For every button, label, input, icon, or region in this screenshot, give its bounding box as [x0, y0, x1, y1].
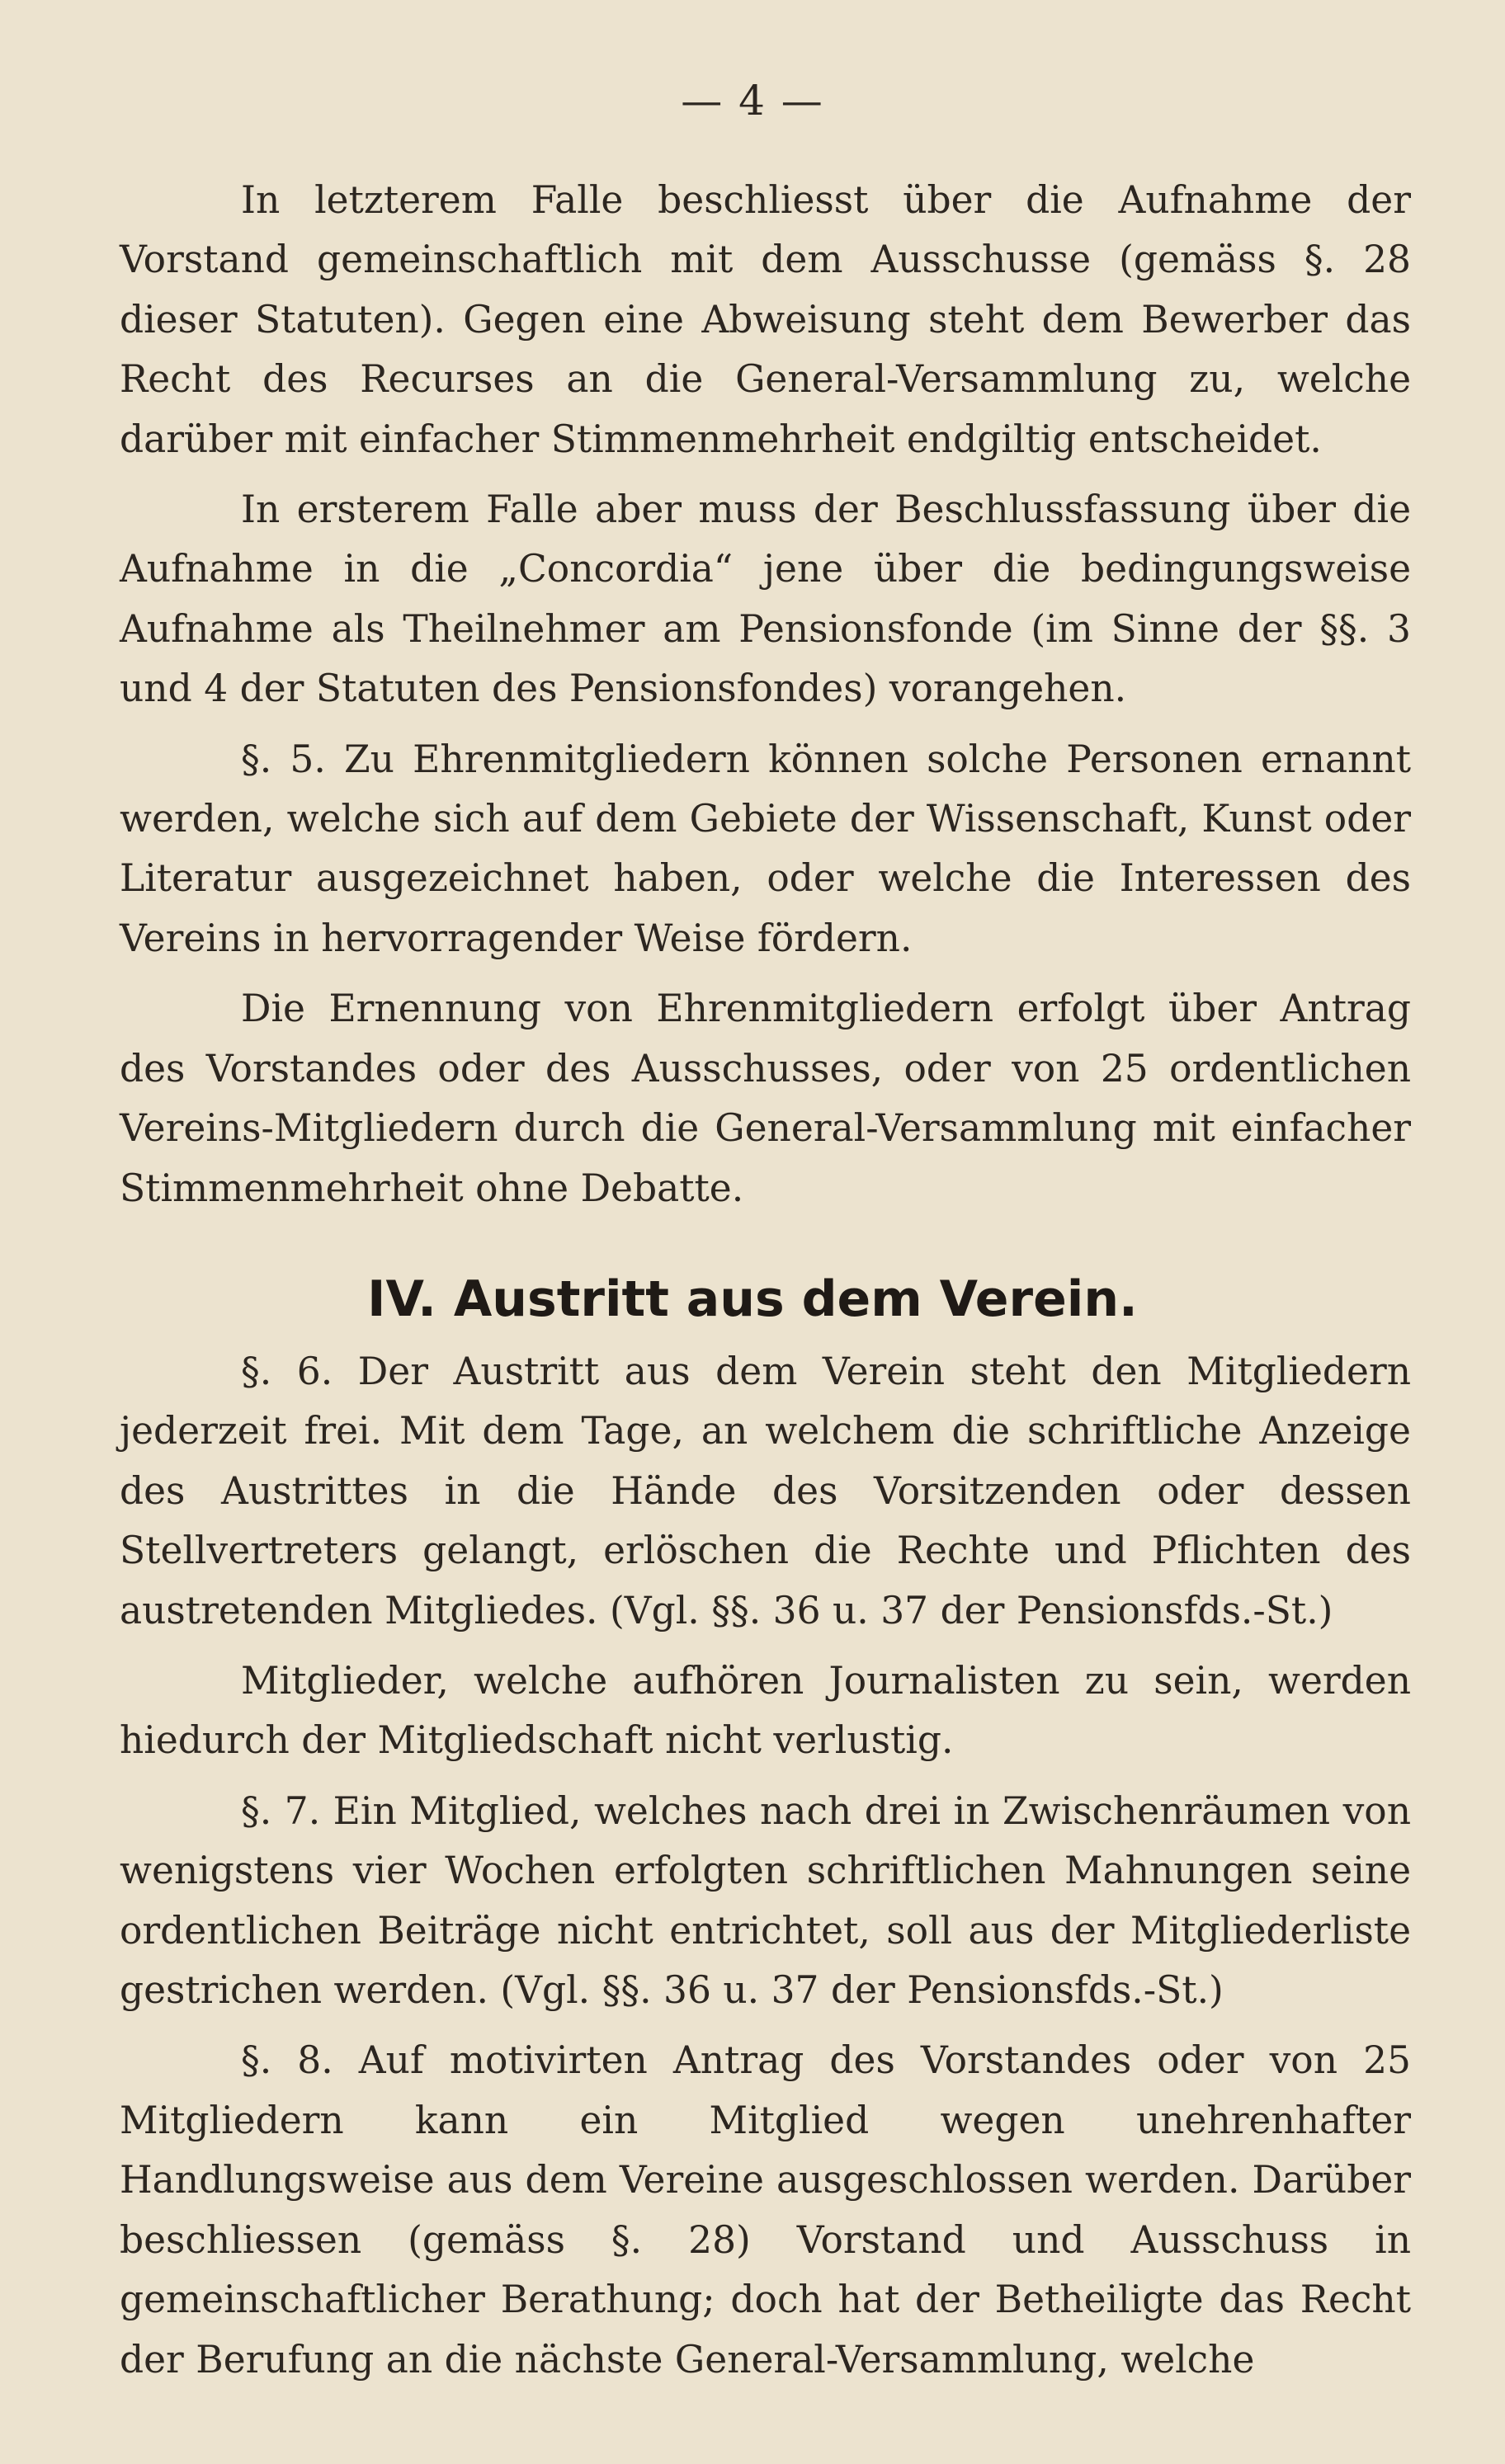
- paragraph: §. 6. Der Austritt aus dem Verein steht den Mitgliedern jederzeit frei. Mit dem Tage, an welchem die schriftliche Anzeige des Austrittes in die Hände des Vorsitzenden oder dessen Stellvertreters gelangt, erlöschen die Rechte und Pflichten des austretenden Mitgliedes. (Vgl. §§. 36 u. 37 der Pensionsfds.-St.): [120, 1350, 1411, 1632]
- page-number: — 4 —: [681, 77, 824, 125]
- section-heading: IV. Austritt aus dem Verein.: [367, 1270, 1138, 1328]
- text-block-after-heading: [120, 1342, 1411, 2390]
- paragraph: §. 7. Ein Mitglied, welches nach drei in Zwischenräumen von wenigstens vier Wochen erfolgten schriftlichen Mahnungen seine ordentlichen Beiträge nicht entrichtet, soll aus der Mitgliederliste gestrichen werden. (Vgl. §§. 36 u. 37 der Pensionsfds.-St.): [120, 1788, 1411, 2013]
- paragraph: §. 5. Zu Ehrenmitgliedern können solche Personen ernannt werden, welche sich auf dem Gebiete der Wissenschaft, Kunst oder Literatur ausgezeichnet haben, oder welche die Interessen des Vereins in hervorragender Weise fördern.: [120, 737, 1411, 960]
- paragraph: Die Ernennung von Ehrenmitgliedern erfolgt über Antrag des Vorstandes oder des Ausschusses, oder von 25 ordentlichen Vereins-Mitgliedern durch die General-Versammlung mit einfacher Stimmenmehrheit ohne Debatte.: [120, 987, 1411, 1210]
- paragraph: Mitglieder, welche aufhören Journalisten zu sein, werden hiedurch der Mitgliedschaft nicht verlustig.: [120, 1659, 1411, 1763]
- paragraph: In letzterem Falle beschliesst über die Aufnahme der Vorstand gemeinschaftlich mit dem Ausschusse (gemäss §. 28 dieser Statuten). Gegen eine Abweisung steht dem Bewerber das Recht des Recurses an die General-Versammlung zu, welche darüber mit einfacher Stimmenmehrheit endgiltig entscheidet.: [120, 178, 1411, 461]
- text-block-before-heading: [120, 171, 1411, 1218]
- paragraph: In ersterem Falle aber muss der Beschlussfassung über die Aufnahme in die „Concordia“ jene über die bedingungsweise Aufnahme als Theilnehmer am Pensionsfonde (im Sinne der §§. 3 und 4 der Statuten des Pensionsfondes) vorangehen.: [120, 488, 1411, 711]
- paragraph: §. 8. Auf motivirten Antrag des Vorstandes oder von 25 Mitgliedern kann ein Mitglied wegen unehrenhafter Handlungsweise aus dem Vereine ausgeschlossen werden. Darüber beschliessen (gemäss §. 28) Vorstand und Ausschuss in gemeinschaftlicher Berathung; doch hat der Betheiligte das Recht der Berufung an die nächste General-Versammlung, welche: [120, 2038, 1411, 2382]
